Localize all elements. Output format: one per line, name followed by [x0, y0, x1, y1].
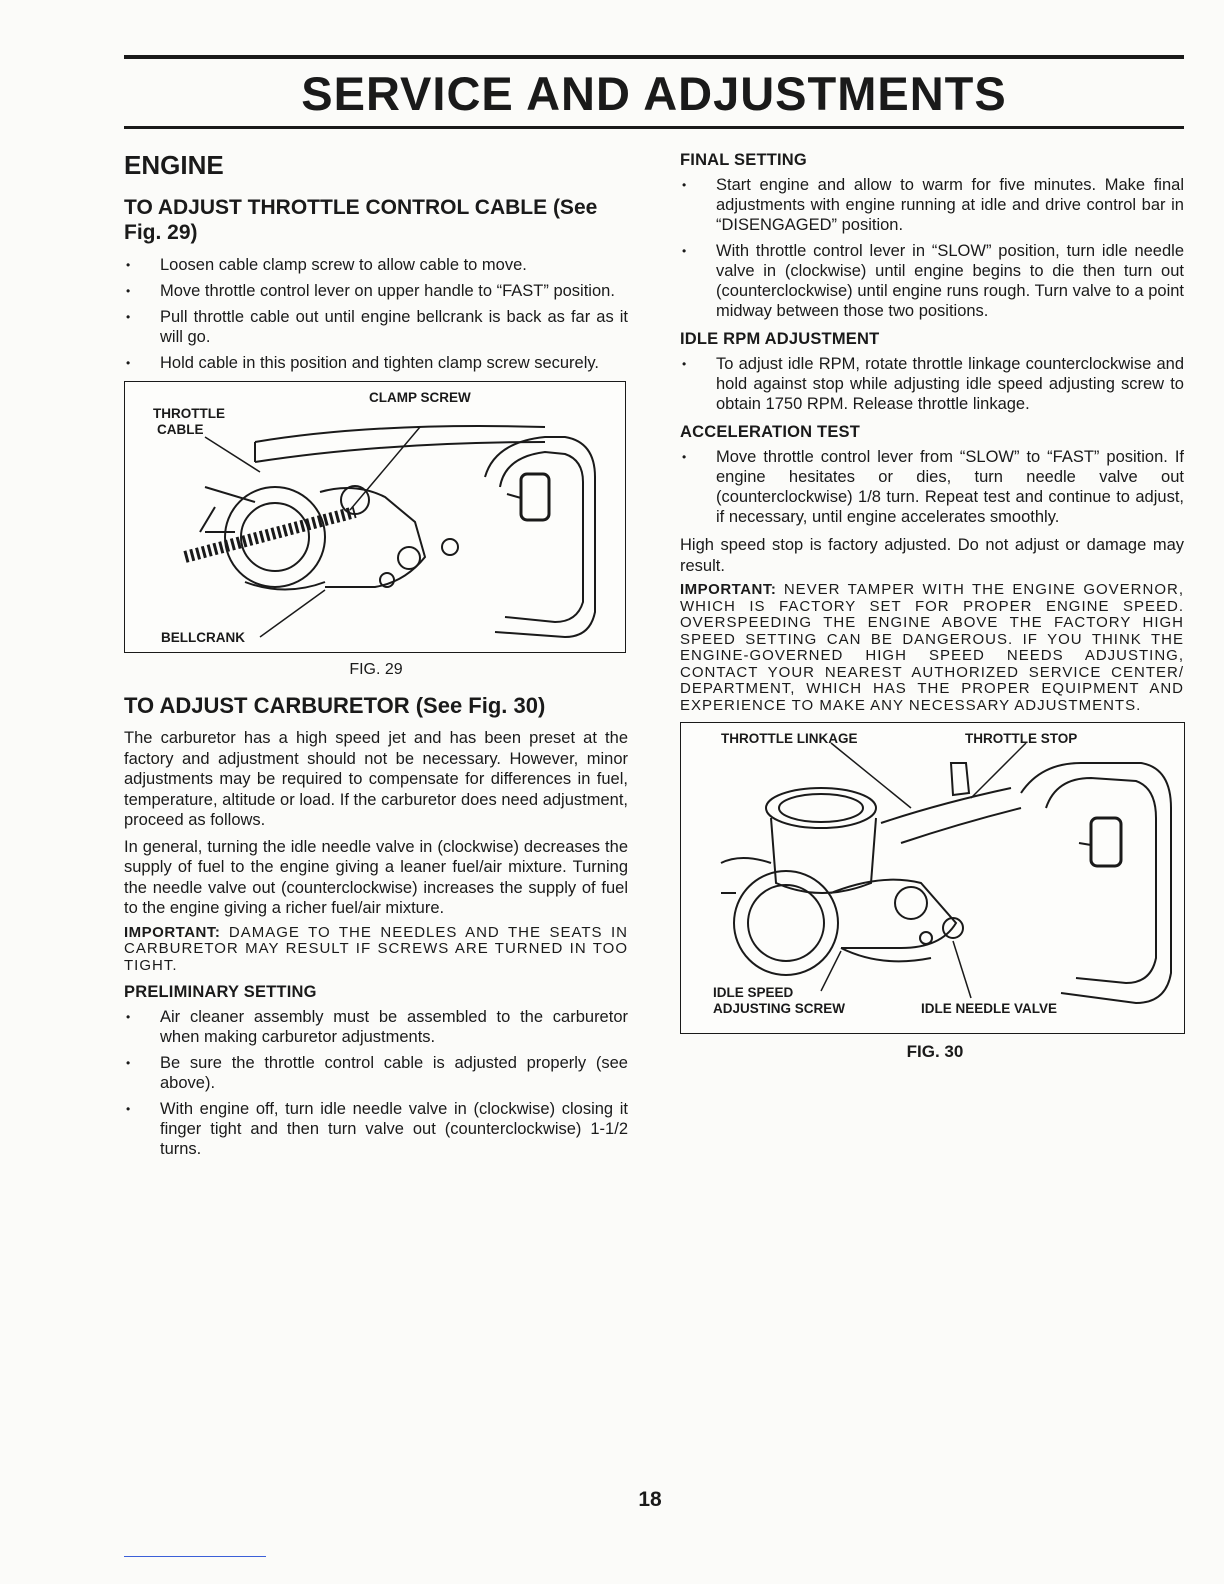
carburetor-important [124, 925, 628, 975]
important-label: IMPORTANT: [680, 581, 777, 598]
idle-rpm-heading: IDLE RPM ADJUSTMENT [680, 330, 880, 348]
list-item: • Pull throttle cable out until engine bellcrank is back as far as it will go. [124, 307, 628, 347]
list-item: • With throttle control lever in “SLOW” position, turn idle needle valve in (clockwise) until engine begins to die then turn out (counterclockwise) until engine runs rough. Turn valve to a point midway between those two positions. [680, 241, 1184, 321]
high-speed-note: High speed stop is factory adjusted. Do not adjust or damage may result. [680, 536, 1184, 575]
important-label: IMPORTANT: [124, 923, 221, 941]
list-item: • To adjust idle RPM, rotate throttle linkage counterclockwise and hold against stop while adjusting idle speed adjusting screw to obtain 1750 RPM. Release throttle linkage. [680, 354, 1184, 414]
list-item: • Loosen cable clamp screw to allow cable to move. [124, 255, 628, 275]
list-item: • Move throttle control lever on upper handle to “FAST” position. [124, 281, 628, 301]
fig29-caption: FIG. 29 [349, 661, 403, 678]
engine-heading: ENGINE [124, 150, 224, 180]
list-item: • Be sure the throttle control cable is adjusted properly (see above). [124, 1053, 628, 1093]
label-bellcrank: BELLCRANK [161, 630, 245, 645]
important-text: DAMAGE TO THE NEEDLES AND THE SEATS IN CARBURETOR MAY RESULT IF SCREWS ARE TURNED IN TOO TIGHT. [124, 923, 628, 974]
acceleration-steps [680, 447, 1184, 527]
page-title: SERVICE AND ADJUSTMENTS [301, 67, 1007, 120]
title-underline [124, 126, 1184, 129]
label-clamp-screw: CLAMP SCREW [369, 390, 471, 405]
top-rule-thick [124, 55, 1184, 59]
important-text: NEVER TAMPER WITH THE ENGINE GOVERNOR, WHICH IS FACTORY SET FOR PROPER ENGINE SPEED. OVERSPEEDING THE ENGINE ABOVE THE FACTORY HIGH SPEED SETTING CAN BE DANGEROUS. IF YOU THINK THE ENGINE-GOVERNED HIGH SPEED NEEDS ADJUSTING, CONTACT YOUR NEAREST AUTHORIZED SERVICE CENTER/ DEPARTMENT, WHICH HAS THE PROPER EQUIPMENT AND EXPERIENCE TO MAKE ANY NECESSARY ADJUSTMENTS. [680, 581, 1185, 714]
final-setting-heading: FINAL SETTING [680, 151, 807, 169]
carburetor-general: In general, turning the idle needle valve in (clockwise) decreases the supply of fuel to the engine giving a leaner fuel/air mixture. Turning the needle valve out (counterclockwise) increases the supply of fuel to the engine giving a richer fuel/air mixture. [124, 837, 628, 917]
label-throttle-linkage: THROTTLE LINKAGE [721, 731, 858, 746]
list-item: • With engine off, turn idle needle valve in (clockwise) closing it finger tight and then turn valve out (counterclockwise) 1-1/2 turns. [124, 1099, 628, 1159]
preliminary-heading: PRELIMINARY SETTING [124, 983, 317, 1001]
right-column [680, 150, 1184, 1072]
final-setting-steps [680, 175, 1184, 321]
label-idle-speed-screw-line2: ADJUSTING SCREW [713, 1001, 846, 1016]
label-idle-needle-valve: IDLE NEEDLE VALVE [921, 1001, 1058, 1016]
list-item: • Move throttle control lever from “SLOW” to “FAST” position. If engine hesitates or dies, turn needle valve out (counterclockwise) 1/8 turn. Repeat test and continue to adjust, if necessary, until engine accelerates smoothly. [680, 447, 1184, 527]
throttle-steps [124, 255, 628, 373]
governor-important [680, 582, 1184, 714]
list-item: • Hold cable in this position and tighten clamp screw securely. [124, 353, 628, 373]
label-cable: CABLE [157, 422, 204, 437]
left-column [124, 150, 628, 1167]
label-throttle: THROTTLE [153, 406, 225, 421]
list-item: • Air cleaner assembly must be assembled to the carburetor when making carburetor adjustments. [124, 1007, 628, 1047]
page-number: 18 [638, 1488, 662, 1511]
throttle-cable-heading: TO ADJUST THROTTLE CONTROL CABLE (See Fig. 29) [124, 196, 598, 244]
preliminary-steps [124, 1007, 628, 1159]
footer-link-line [124, 1556, 266, 1557]
fig30-caption: FIG. 30 [906, 1042, 964, 1061]
label-idle-speed-screw-line1: IDLE SPEED [713, 985, 794, 1000]
acceleration-heading: ACCELERATION TEST [680, 423, 861, 441]
carburetor-intro: The carburetor has a high speed jet and has been preset at the factory and adjustment should not be necessary. However, minor adjustments may be required to compensate for differences in fuel, temperature, altitude or load. If the carburetor does need adjustment, proceed as follows. [124, 729, 628, 829]
list-item: • Start engine and allow to warm for five minutes. Make final adjustments with engine running at idle and drive control bar in “DISENGAGED” position. [680, 175, 1184, 235]
carburetor-heading: TO ADJUST CARBURETOR (See Fig. 30) [124, 693, 546, 718]
figure-29 [124, 381, 626, 653]
figure-30 [680, 722, 1185, 1034]
label-throttle-stop: THROTTLE STOP [965, 731, 1078, 746]
idle-rpm-steps [680, 354, 1184, 414]
